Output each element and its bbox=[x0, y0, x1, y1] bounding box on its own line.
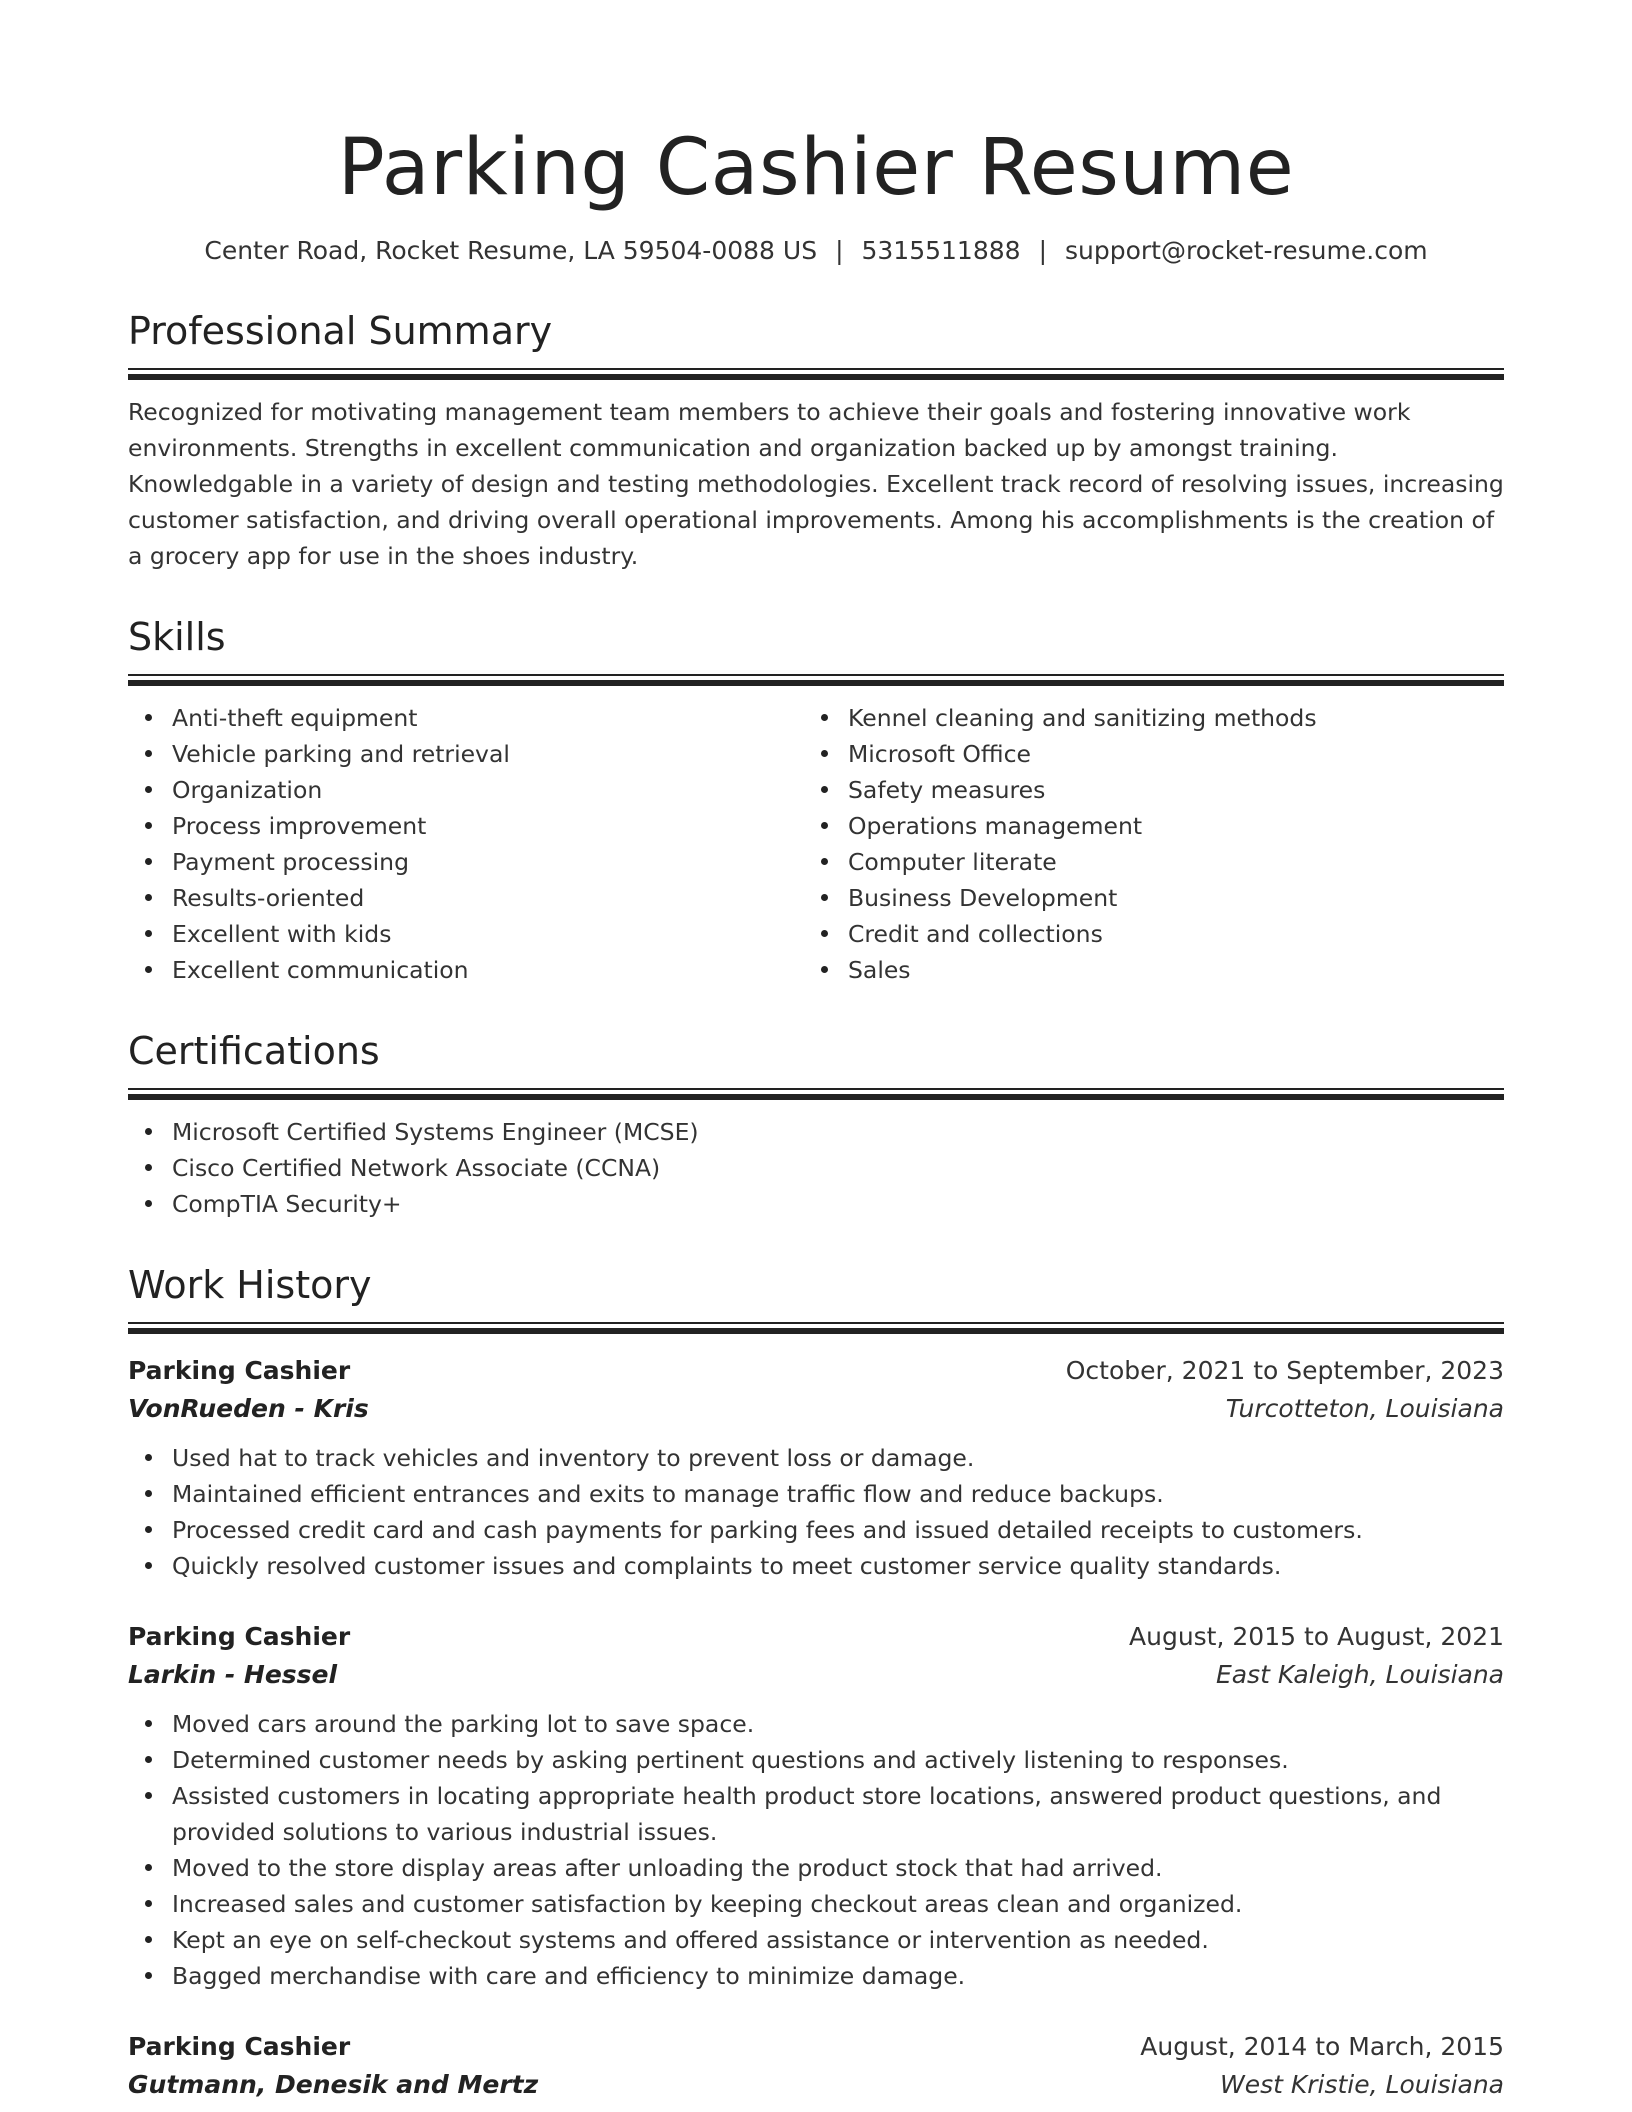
summary-heading: Professional Summary bbox=[128, 309, 553, 353]
work-history-section bbox=[128, 1262, 1504, 1334]
job-title: Parking Cashier bbox=[128, 1356, 351, 1385]
section-divider bbox=[128, 674, 1504, 686]
certification-item: CompTIA Security+ bbox=[172, 1186, 1504, 1222]
skill-item: Vehicle parking and retrieval bbox=[172, 736, 804, 772]
skill-item: Kennel cleaning and sanitizing methods bbox=[848, 700, 1480, 736]
job-bullets bbox=[128, 1440, 1504, 1584]
skill-item: Microsoft Office bbox=[848, 736, 1480, 772]
job-bullet: Moved to the store display areas after unloading the product stock that had arrived. bbox=[172, 1850, 1504, 1886]
job-bullet: Assisted customers in locating appropriate health product store locations, answered product questions, and provided solutions to various industrial issues. bbox=[172, 1778, 1504, 1850]
job-location: West Kristie, Louisiana bbox=[1219, 2070, 1504, 2099]
job-title: Parking Cashier bbox=[128, 2032, 351, 2061]
job-bullets bbox=[128, 1706, 1504, 1994]
section-divider bbox=[128, 1088, 1504, 1100]
job-header-row bbox=[128, 1618, 1504, 1656]
certification-item: Microsoft Certified Systems Engineer (MCSE) bbox=[172, 1114, 1504, 1150]
skill-item: Business Development bbox=[848, 880, 1480, 916]
skills-columns bbox=[128, 686, 1504, 988]
skill-item: Excellent with kids bbox=[172, 916, 804, 952]
certifications-heading: Certifications bbox=[128, 1029, 380, 1073]
job-bullet: Used hat to track vehicles and inventory to prevent loss or damage. bbox=[172, 1440, 1504, 1476]
resume-title: Parking Cashier Resume bbox=[337, 123, 1295, 213]
skill-item: Credit and collections bbox=[848, 916, 1480, 952]
certifications-list bbox=[128, 1114, 1504, 1222]
resume-page bbox=[128, 0, 1504, 2104]
section-divider bbox=[128, 1322, 1504, 1334]
job-company: Larkin - Hessel bbox=[128, 1660, 338, 1689]
skill-item: Payment processing bbox=[172, 844, 804, 880]
job-entry bbox=[128, 1352, 1504, 1584]
job-dates: October, 2021 to September, 2023 bbox=[1065, 1356, 1504, 1385]
job-location: Turcotteton, Louisiana bbox=[1225, 1394, 1504, 1423]
job-bullet: Processed credit card and cash payments for parking fees and issued detailed receipts to customers. bbox=[172, 1512, 1504, 1548]
skill-item: Anti-theft equipment bbox=[172, 700, 804, 736]
skill-item: Sales bbox=[848, 952, 1480, 988]
job-dates: August, 2015 to August, 2021 bbox=[1129, 1622, 1504, 1651]
job-bullet: Maintained efficient entrances and exits to manage traffic flow and reduce backups. bbox=[172, 1476, 1504, 1512]
job-company: Gutmann, Denesik and Mertz bbox=[128, 2070, 539, 2099]
skill-item: Organization bbox=[172, 772, 804, 808]
certifications-section bbox=[128, 1028, 1504, 1100]
contact-separator: | bbox=[835, 236, 844, 265]
skills-section bbox=[128, 614, 1504, 686]
job-company-row bbox=[128, 2066, 1504, 2104]
job-entry bbox=[128, 1618, 1504, 1994]
certification-item: Cisco Certified Network Associate (CCNA) bbox=[172, 1150, 1504, 1186]
job-bullet: Bagged merchandise with care and efficiency to minimize damage. bbox=[172, 1958, 1504, 1994]
skill-item: Safety measures bbox=[848, 772, 1480, 808]
job-bullet: Determined customer needs by asking pertinent questions and actively listening to responses. bbox=[172, 1742, 1504, 1778]
summary-section bbox=[128, 308, 1504, 380]
work-history-heading: Work History bbox=[128, 1263, 372, 1307]
job-bullet: Kept an eye on self-checkout systems and offered assistance or intervention as needed. bbox=[172, 1922, 1504, 1958]
job-location: East Kaleigh, Louisiana bbox=[1215, 1660, 1504, 1689]
job-company: VonRueden - Kris bbox=[128, 1394, 369, 1423]
job-company-row bbox=[128, 1656, 1504, 1694]
job-company-row bbox=[128, 1390, 1504, 1428]
skill-item: Results-oriented bbox=[172, 880, 804, 916]
job-header-row bbox=[128, 1352, 1504, 1390]
skill-item: Excellent communication bbox=[172, 952, 804, 988]
contact-line bbox=[128, 234, 1504, 268]
summary-text: Recognized for motivating management team members to achieve their goals and fostering innovative work environments. Strengths in excellent communication and organization backed up by amongst training. Knowledgable in a variety of design and testing methodologies. Excellent track record of resolving issues, increasing customer satisfaction, and driving overall operational improvements. Among his accomplishments is the creation of a grocery app for use in the shoes industry. bbox=[128, 398, 1504, 570]
job-entry bbox=[128, 2028, 1504, 2104]
skill-item: Computer literate bbox=[848, 844, 1480, 880]
skill-item: Process improvement bbox=[172, 808, 804, 844]
skills-heading: Skills bbox=[128, 615, 226, 659]
job-header-row bbox=[128, 2028, 1504, 2066]
contact-phone: 5315511888 bbox=[861, 236, 1021, 265]
job-bullet: Quickly resolved customer issues and complaints to meet customer service quality standards. bbox=[172, 1548, 1504, 1584]
contact-email[interactable]: support@rocket-resume.com bbox=[1065, 236, 1428, 265]
job-bullet: Moved cars around the parking lot to save space. bbox=[172, 1706, 1504, 1742]
job-dates: August, 2014 to March, 2015 bbox=[1140, 2032, 1504, 2061]
skills-list-left bbox=[128, 700, 804, 988]
job-bullet: Increased sales and customer satisfaction by keeping checkout areas clean and organized. bbox=[172, 1886, 1504, 1922]
contact-address: Center Road, Rocket Resume, LA 59504-0088 US bbox=[204, 236, 818, 265]
contact-separator: | bbox=[1038, 236, 1047, 265]
job-title: Parking Cashier bbox=[128, 1622, 351, 1651]
section-divider bbox=[128, 368, 1504, 380]
skills-list-right bbox=[804, 700, 1480, 988]
skill-item: Operations management bbox=[848, 808, 1480, 844]
